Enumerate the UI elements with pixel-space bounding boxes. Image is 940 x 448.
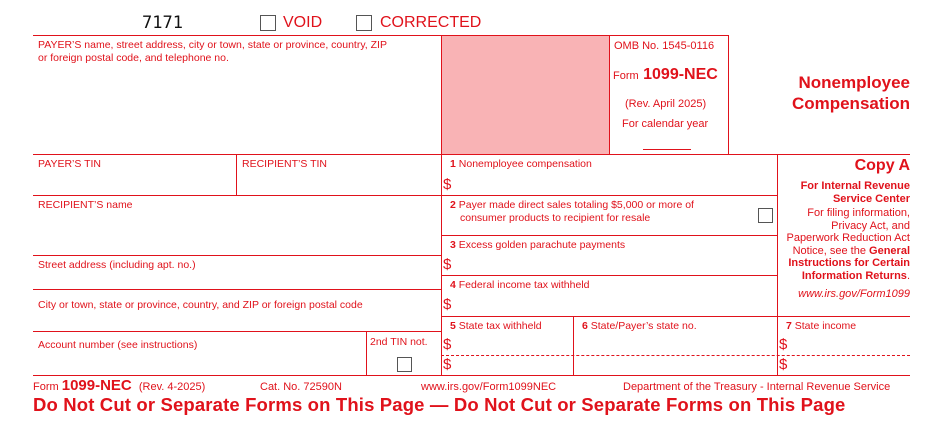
rule — [33, 255, 441, 256]
copy-a-line3: For filing information, — [807, 207, 910, 219]
box1-text: Nonemployee compensation — [458, 158, 592, 170]
rule — [366, 331, 367, 375]
form-title — [740, 72, 910, 114]
copy-a-line8-post: . — [906, 269, 910, 282]
street-address-label: Street address (including apt. no.) — [38, 259, 196, 271]
payer-name-label-2: or foreign postal code, and telephone no. — [38, 52, 229, 64]
form-top-border — [33, 35, 728, 36]
rule — [441, 275, 777, 276]
box6-number: 6 — [582, 320, 588, 332]
box2-number: 2 — [450, 199, 456, 211]
box7-label — [786, 320, 856, 333]
copy-a-line6-pre: Notice, see the — [792, 244, 870, 257]
box1-number: 1 — [450, 158, 456, 170]
copy-a-line4: Privacy Act, and — [831, 219, 910, 232]
form-bottom-border — [33, 375, 910, 376]
void-checkbox[interactable] — [260, 15, 276, 31]
rule — [441, 235, 777, 236]
copy-a-line6 — [778, 245, 910, 258]
box5-input[interactable] — [456, 334, 571, 374]
shaded-area — [441, 35, 609, 154]
box4-text: Federal income tax withheld — [458, 279, 590, 291]
form-title-line1: Nonemployee — [798, 73, 910, 92]
form-title-line2: Compensation — [791, 94, 910, 113]
box7-number: 7 — [786, 320, 792, 332]
omb-revision: (Rev. April 2025) — [625, 98, 707, 110]
rule — [236, 154, 237, 195]
omb-form-name — [613, 66, 718, 84]
recipient-name-label: RECIPIENT’S name — [38, 199, 133, 211]
box2-label-2: consumer products to recipient for resale — [460, 212, 651, 224]
box2-text: Payer made direct sales totaling $5,000 or more of — [458, 199, 694, 211]
copy-a-line6-bold: General — [869, 244, 910, 257]
omb-form-number: 1099-NEC — [643, 66, 718, 83]
box7-text: State income — [794, 320, 857, 332]
calendar-year-label: For calendar year — [622, 118, 709, 130]
box2-checkbox[interactable] — [758, 208, 773, 223]
box5-dollar-2: $ — [443, 356, 452, 373]
corrected-label: CORRECTED — [380, 14, 482, 31]
account-number-label: Account number (see instructions) — [38, 339, 198, 351]
copy-a-line5: Paperwork Reduction Act — [786, 232, 910, 244]
corrected-checkbox[interactable] — [356, 15, 372, 31]
form-code: 7171 — [142, 13, 183, 33]
box1-dollar: $ — [443, 176, 452, 193]
city-input[interactable] — [34, 313, 440, 330]
payer-tin-label: PAYER’S TIN — [38, 158, 102, 170]
rule — [728, 35, 729, 154]
box5-number: 5 — [450, 320, 456, 332]
footer-rev: (Rev. 4-2025) — [138, 381, 206, 393]
footer-form-id — [33, 377, 205, 394]
box6-input[interactable] — [575, 334, 775, 374]
box7-input[interactable] — [792, 334, 910, 374]
rule — [573, 316, 574, 375]
do-not-cut-warning: Do Not Cut or Separate Forms on This Page — Do Not Cut or Separate Forms on This Page — [33, 394, 846, 415]
rule — [33, 195, 777, 196]
street-address-input[interactable] — [34, 273, 440, 288]
box3-dollar: $ — [443, 256, 452, 273]
rule — [441, 35, 442, 375]
copy-a-line1: For Internal Revenue — [800, 180, 910, 192]
box7-dollar-2: $ — [779, 356, 788, 373]
second-tin-checkbox[interactable] — [397, 357, 412, 372]
copy-a-line8 — [778, 270, 910, 283]
omb-number: OMB No. 1545-0116 — [614, 40, 715, 52]
city-label: City or town, state or province, country, and ZIP or foreign postal code — [38, 299, 363, 311]
copy-a-url[interactable]: www.irs.gov/Form1099 — [798, 288, 910, 300]
calendar-year-input[interactable] — [643, 149, 691, 150]
account-number-input[interactable] — [34, 353, 364, 374]
box6-text: State/Payer’s state no. — [590, 320, 697, 332]
box3-input[interactable] — [456, 253, 774, 273]
box7-dollar-1: $ — [779, 336, 788, 353]
rule — [441, 316, 910, 317]
payer-name-label: PAYER’S name, street address, city or town, state or province, country, ZIP — [38, 39, 387, 51]
payer-name-input[interactable] — [34, 66, 440, 153]
box5-dollar-1: $ — [443, 336, 452, 353]
footer-cat-no: Cat. No. 72590N — [260, 381, 342, 393]
box3-number: 3 — [450, 239, 456, 251]
recipient-tin-input[interactable] — [238, 172, 440, 193]
recipient-name-input[interactable] — [34, 213, 440, 254]
omb-form-prefix: Form — [613, 70, 639, 82]
copy-a-title: Copy A — [854, 157, 910, 174]
rule — [33, 331, 441, 332]
copy-a-line7: Instructions for Certain — [788, 257, 910, 269]
footer-dept: Department of the Treasury - Internal Revenue Service — [623, 381, 891, 393]
box4-dollar: $ — [443, 296, 452, 313]
box1-input[interactable] — [456, 172, 774, 193]
box4-number: 4 — [450, 279, 456, 291]
box2-label — [450, 199, 694, 212]
box5-text: State tax withheld — [458, 320, 542, 332]
box5-label — [450, 320, 542, 333]
copy-a-line2: Service Center — [832, 192, 910, 205]
copy-a-line8-bold: Information Returns — [801, 269, 907, 282]
box1-label — [450, 158, 592, 171]
rule — [33, 289, 441, 290]
box3-label — [450, 239, 625, 252]
footer-form-name: 1099-NEC — [61, 377, 132, 394]
void-label: VOID — [283, 14, 323, 31]
box6-label — [582, 320, 697, 333]
box4-label — [450, 279, 590, 292]
footer-url[interactable]: www.irs.gov/Form1099NEC — [421, 381, 557, 393]
rule — [609, 35, 610, 154]
recipient-tin-label: RECIPIENT’S TIN — [242, 158, 327, 170]
box3-text: Excess golden parachute payments — [458, 239, 626, 251]
payer-tin-input[interactable] — [34, 172, 234, 193]
box4-input[interactable] — [456, 293, 774, 314]
footer-form-prefix: Form — [33, 381, 59, 393]
second-tin-label: 2nd TIN not. — [370, 336, 428, 348]
copy-a-panel — [778, 155, 910, 301]
